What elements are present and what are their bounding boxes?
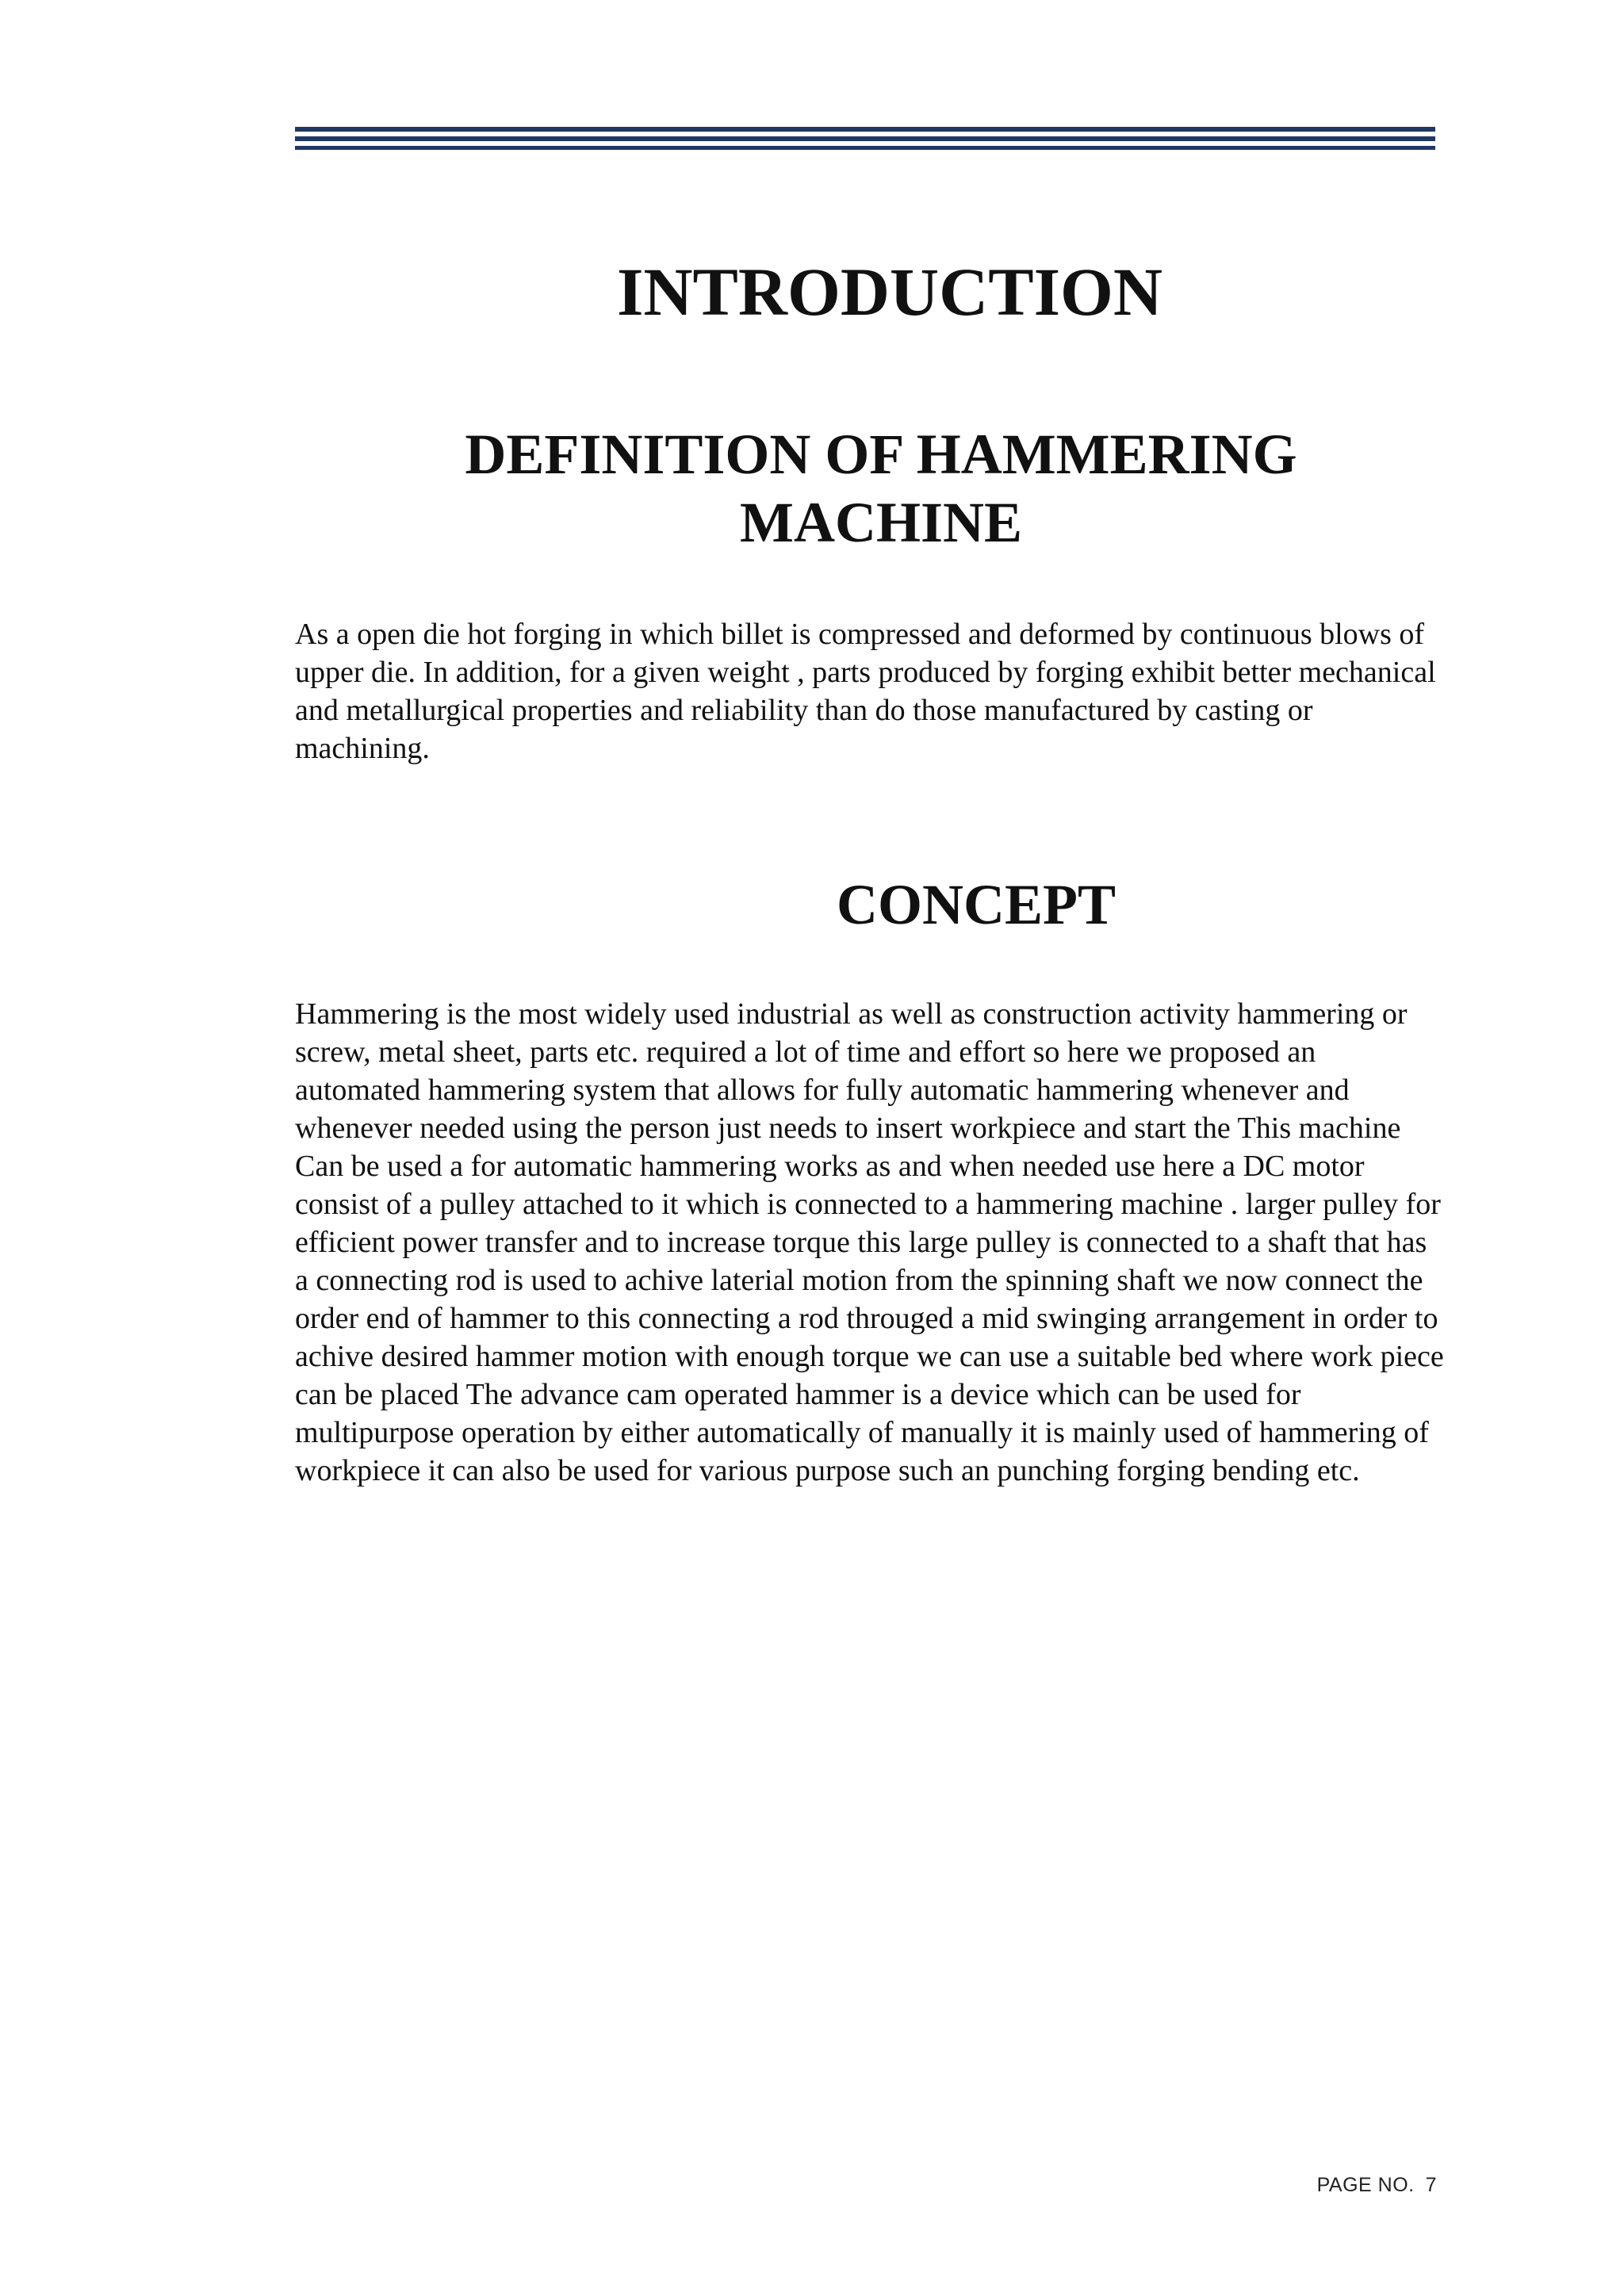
definition-paragraph: As a open die hot forging in which billet is compressed and deformed by continuous blows of upper die. In addition, for a given weight , parts produced by forging exhibit better mechanical and metallurgical properties and reliability than do those manufactured by casting or machining.	[295, 618, 1436, 765]
concept-paragraph: Hammering is the most widely used industrial as well as construction activity hammering or screw, metal sheet, parts etc. required a lot of time and effort so here we proposed an automated hammering system that allows for fully automatic hammering whenever and whenever needed using the person just needs to insert workpiece and start the This machine Can be used a for automatic hammering works as and when needed use here a DC motor consist of a pulley attached to it which is connected to a hammering machine . larger pulley for efficient power transfer and to increase torque this large pulley is connected to a shaft that has a connecting rod is used to achive laterial motion from the spinning shaft we now connect the order end of hammer to this connecting a rod througed a mid swinging arrangement in order to achive desired hammer motion with enough torque we can use a suitable bed where work piece can be placed The advance cam operated hammer is a device which can be used for multipurpose operation by either automatically of manually it is mainly used of hammering of workpiece it can also be used for various purpose such an punching forging bending etc.	[295, 997, 1444, 1487]
page-number-footer	[1317, 2173, 1437, 2197]
page-title: INTRODUCTION	[616, 254, 1163, 330]
section-heading-definition-line1: DEFINITION OF HAMMERING	[465, 423, 1297, 486]
header-rule-top	[295, 127, 1435, 132]
header-rule-middle	[295, 136, 1435, 141]
page-number-label: PAGE NO.	[1316, 2174, 1415, 2196]
section-heading-definition	[295, 420, 1435, 557]
page-number-value: 7	[1425, 2174, 1437, 2196]
section-heading-definition-line2: MACHINE	[740, 491, 1022, 554]
header-rule-bottom	[295, 146, 1435, 150]
section-heading-concept: CONCEPT	[836, 873, 1116, 936]
